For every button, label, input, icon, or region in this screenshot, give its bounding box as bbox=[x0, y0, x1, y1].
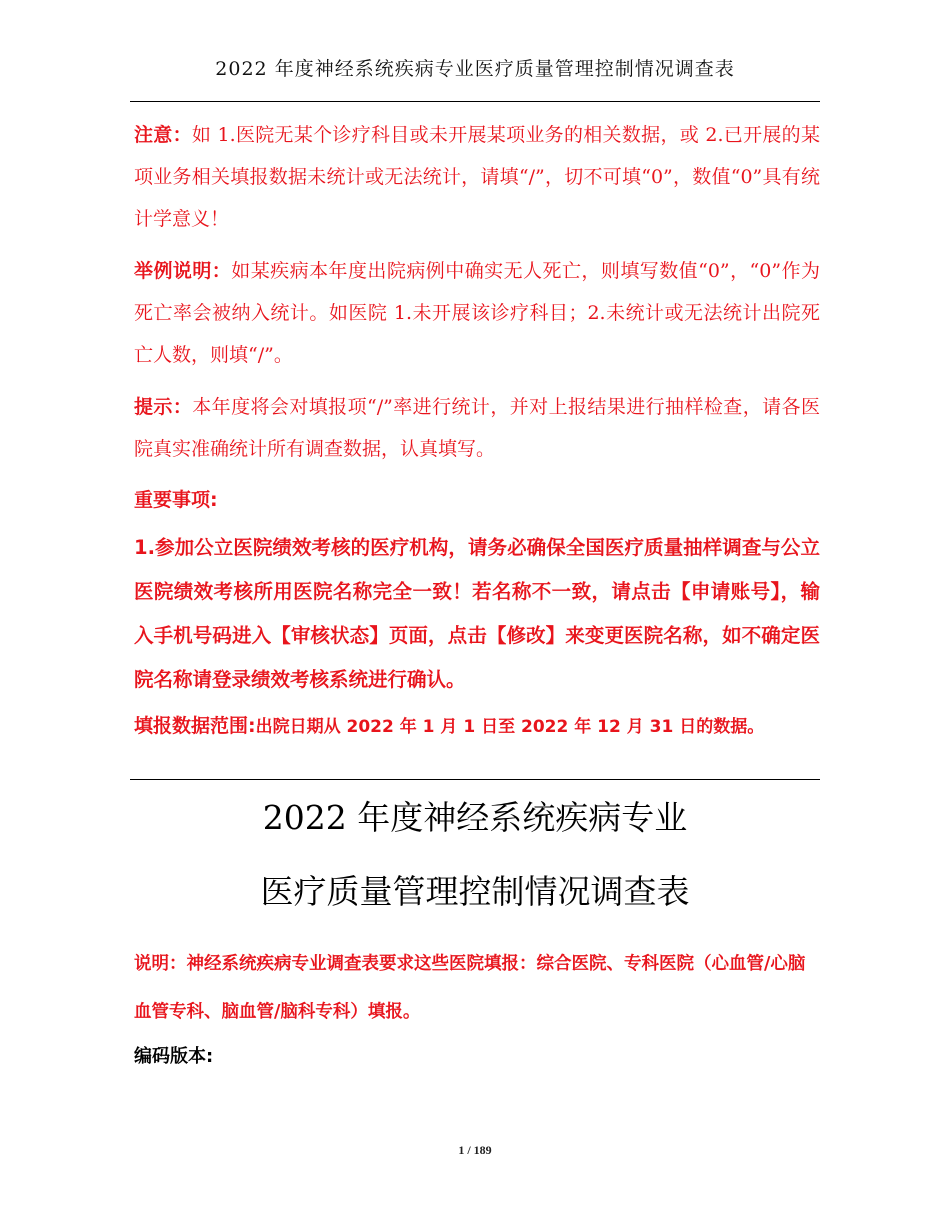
data-range-paragraph bbox=[134, 706, 820, 747]
data-range-text: 出院日期从 2022 年 1 月 1 日至 2022 年 12 月 31 日的数据。 bbox=[255, 717, 765, 737]
main-title-line-1: 2022 年度神经系统疾病专业 bbox=[262, 798, 688, 837]
important-title: 重要事项: bbox=[134, 489, 218, 511]
example-text: 如某疾病本年度出院病例中确实无人死亡，则填写数值“0”，“0”作为死亡率会被纳入统计。如医院 1.未开展该诊疗科目；2.未统计或无法统计出院死亡人数，则填“/”。 bbox=[134, 260, 820, 366]
header-divider bbox=[130, 101, 820, 102]
important-item-1: 1.参加公立医院绩效考核的医疗机构，请务必确保全国医疗质量抽样调查与公立医院绩效考核所用医院名称完全一致！若名称不一致，请点击【申请账号】，输入手机号码进入【审核状态】页面，点击【修改】来变更医院名称，如不确定医院名称请登录绩效考核系统进行确认。 bbox=[134, 536, 820, 691]
code-version-label: 编码版本: bbox=[134, 1046, 214, 1067]
tip-label: 提示： bbox=[134, 396, 193, 418]
notes-section bbox=[134, 114, 820, 747]
attention-label: 注意： bbox=[134, 124, 192, 146]
explanation-text: 说明：神经系统疾病专业调查表要求这些医院填报：综合医院、专科医院（心血管/心脑血管专科、脑血管/脑科专科）填报。 bbox=[134, 954, 806, 1022]
page-header-title: 2022 年度神经系统疾病专业医疗质量管理控制情况调查表 bbox=[215, 58, 735, 80]
example-paragraph bbox=[134, 250, 820, 376]
tip-paragraph bbox=[134, 386, 820, 470]
page-number: 1 / 189 bbox=[458, 1143, 492, 1157]
example-label: 举例说明： bbox=[134, 260, 232, 282]
section-divider bbox=[130, 779, 820, 780]
attention-text: 如 1.医院无某个诊疗科目或未开展某项业务的相关数据，或 2.已开展的某项业务相关填报数据未统计或无法统计，请填“/”，切不可填“0”，数值“0”具有统计学意义！ bbox=[134, 124, 820, 230]
data-range-label: 填报数据范围: bbox=[134, 715, 256, 737]
attention-paragraph bbox=[134, 114, 820, 240]
tip-text: 本年度将会对填报项“/”率进行统计，并对上报结果进行抽样检查，请各医院真实准确统计所有调查数据，认真填写。 bbox=[134, 396, 820, 460]
main-title-line-2: 医疗质量管理控制情况调查表 bbox=[260, 872, 690, 911]
